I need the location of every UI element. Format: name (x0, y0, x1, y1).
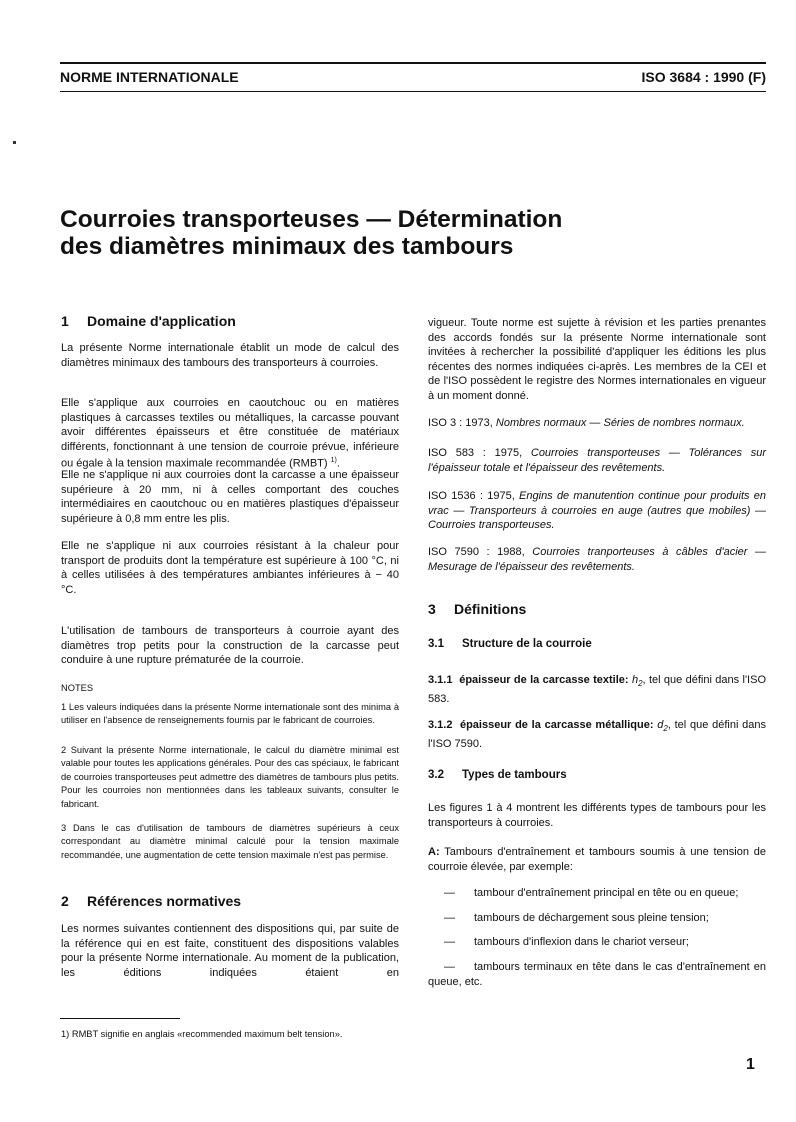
paragraph: La présente Norme internationale établit un mode de calcul des diamètres minimaux des tambours des transporteurs à courroies. (61, 342, 399, 369)
reference-title: Courroies tranporteuses à câbles d'acier — Mesurage de l'épaisseur des revêtements. (428, 546, 767, 573)
section-2-heading (61, 893, 241, 909)
header-left: NORME INTERNATIONALE (60, 69, 239, 85)
section-number: 3 (428, 601, 436, 617)
section-number: 1 (61, 313, 69, 329)
reference-code: ISO 1536 : 1975, (428, 490, 515, 502)
paragraph: L'utilisation de tambours de transporteurs à courroie ayant des diamètres trop petits pour la construction de la carcasse peut conduire à une rupture prématurée de la courroie. (61, 625, 399, 667)
section-3-heading (428, 601, 526, 617)
definition-number: 3.1.2 (428, 719, 453, 731)
reference-title: Engins de manutention continue pour produits en vrac — Transporteurs à courroies en auge (autres que mobiles) — Courroies transporteuses. (428, 490, 766, 532)
paragraph: Les figures 1 à 4 montrent les différents types de tambours pour les transporteurs à courroies. (428, 802, 766, 829)
reference-code: ISO 7590 : 1988, (428, 546, 525, 558)
reference-code: ISO 3 : 1973, (428, 417, 493, 429)
section-1-heading (61, 313, 236, 329)
paragraph: Elle ne s'applique ni aux courroies résistant à la chaleur pour transport de produits dont la température est supérieure à 100 °C, ni à celles utilisées à des températures ambiantes inférieures à − 40 °C. (61, 540, 399, 596)
reference-item (428, 416, 766, 431)
section-title: Références normatives (87, 893, 242, 909)
title-line-1: Courroies transporteuses — Détermination (60, 206, 563, 233)
reference-title: Nombres normaux — Séries de nombres normaux. (495, 417, 745, 429)
list-item: — tambours de déchargement sous pleine tension; (444, 912, 709, 924)
reference-title: Courroies transporteuses — Tolérances sur l'épaisseur totale et l'épaisseur des revêtements. (428, 447, 766, 474)
paragraph-text: Tambours d'entraînement et tambours soumis à une tension de courroie élevée, par exemple: (428, 846, 767, 873)
subsection-3-2-heading (428, 769, 567, 781)
list-item-text: tambours d'inflexion dans le chariot verseur; (474, 936, 689, 948)
definition-number: 3.1.1 (428, 674, 453, 686)
list-item-text: tambour d'entraînement principal en tête ou en queue; (474, 887, 739, 899)
subsection-title: Structure de la courroie (462, 638, 592, 650)
footnote: 1) RMBT signifie en anglais «recommended maximum belt tension». (61, 1029, 343, 1039)
header-right: ISO 3684 : 1990 (F) (641, 69, 766, 85)
title-line-2: des diamètres minimaux des tambours (60, 233, 514, 260)
subsection-3-1-heading (428, 638, 592, 650)
list-item: — tambours d'inflexion dans le chariot verseur; (444, 936, 689, 948)
footnote-rule (60, 1018, 180, 1019)
symbol-subscript: 2 (663, 724, 668, 734)
subsection-number: 3.2 (428, 769, 444, 781)
notes-label: NOTES (61, 683, 94, 693)
margin-mark (13, 141, 16, 144)
top-rule (60, 62, 766, 64)
reference-item (428, 489, 766, 533)
section-title: Domaine d'application (87, 313, 236, 329)
list-item: — tambour d'entraînement principal en tête ou en queue; (444, 887, 739, 899)
symbol: d (657, 719, 664, 731)
section-number: 2 (61, 893, 69, 909)
footnote-ref: 1) (330, 457, 337, 465)
item-label: A: (428, 846, 440, 858)
list-item-text: tambours terminaux en tête dans le cas d'entraînement en queue, etc. (428, 961, 766, 988)
paragraph: vigueur. Toute norme est sujette à révision et les parties prenantes des accords fondés sur la présente Norme internationale sont invitées à rechercher la possibilité d'appliquer les éditions les plus récentes des normes indiquées ci-après. Les membres de la CEI et de l'ISO possèdent le registre des Normes internationales en vigueur à un moment donné. (428, 317, 766, 402)
note: 2 Suivant la présente Norme internationale, le calcul du diamètre minimal est valable pour toutes les applications générales. Pour des cas spéciaux, le fabricant de courroies transporteuses peut admettre des diamètres de tambours plus petits. Pour les courroies non mentionnées dans les tableaux suivants, consulter le fabricant. (61, 745, 399, 809)
page-title (60, 206, 766, 260)
symbol-subscript: 2 (638, 679, 643, 689)
section-title: Définitions (454, 601, 527, 617)
paragraph: Elle ne s'applique ni aux courroies dont la carcasse a une épaisseur supérieure à 20 mm, ni à celles comportant des couches intermédiaires en caoutchouc ou en matières plastiques d'épaisseur supérieure à 0,8 mm entre les plis. (61, 469, 399, 525)
header-rule (60, 91, 766, 92)
paragraph-a (428, 845, 766, 874)
definition-3-1-1 (428, 673, 766, 706)
definition-term: épaisseur de la carcasse textile: (459, 674, 629, 686)
reference-item (428, 446, 766, 475)
paragraph-text: Elle s'applique aux courroies en caoutchouc ou en matières plastiques à carcasses textiles ou métalliques, la carcasse pouvant avoir différentes épaisseurs et être constituée de matériaux différents, fonctionnant à une tension de courroie prévue, inférieure ou égale à la tension maximale recommandée (RMBT) (61, 397, 399, 471)
definition-text: , tel que défini dans l'ISO 7590. (428, 719, 766, 750)
subsection-number: 3.1 (428, 638, 444, 650)
paragraph: Les normes suivantes contiennent des dispositions qui, par suite de la référence qui en est faite, constituent des dispositions valables pour la présente Norme internationale. Au moment de la publication, les éditions indiquées étaient en (61, 923, 399, 979)
paragraph: Elle s'applique aux courroies en caoutchouc ou en matières plastiques à carcasses textiles ou métalliques, la carcasse pouvant avoir différentes épaisseurs et être constituée de matériaux différents, fonctionnant à une tension de courroie prévue, inférieure ou égale à la tension maximale recommandée (RMBT) $^{1)}$. (61, 397, 399, 471)
definition-term: épaisseur de la carcasse métallique: (459, 719, 654, 731)
definition-3-1-2 (428, 718, 766, 751)
list-item-text: tambours de déchargement sous pleine tension; (474, 912, 709, 924)
note: 3 Dans le cas d'utilisation de tambours de diamètres supérieurs à ceux correspondant au diamètre minimal calculé pour la tension maximale recommandée, une augmentation de cette tension maximale n'est pas permise. (61, 823, 399, 860)
definition-text: , tel que défini dans l'ISO 583. (428, 674, 766, 705)
list-item: — tambours terminaux en tête dans le cas d'entraînement en queue, etc. (428, 961, 766, 988)
subsection-title: Types de tambours (462, 769, 567, 781)
reference-item (428, 545, 766, 574)
reference-code: ISO 583 : 1975, (428, 447, 523, 459)
note: 1 Les valeurs indiquées dans la présente Norme internationale sont des minima à utiliser en l'absence de renseignements fournis par le fabricant de courroies. (61, 702, 399, 726)
symbol: h (631, 674, 639, 686)
page-number: 1 (746, 1056, 755, 1073)
